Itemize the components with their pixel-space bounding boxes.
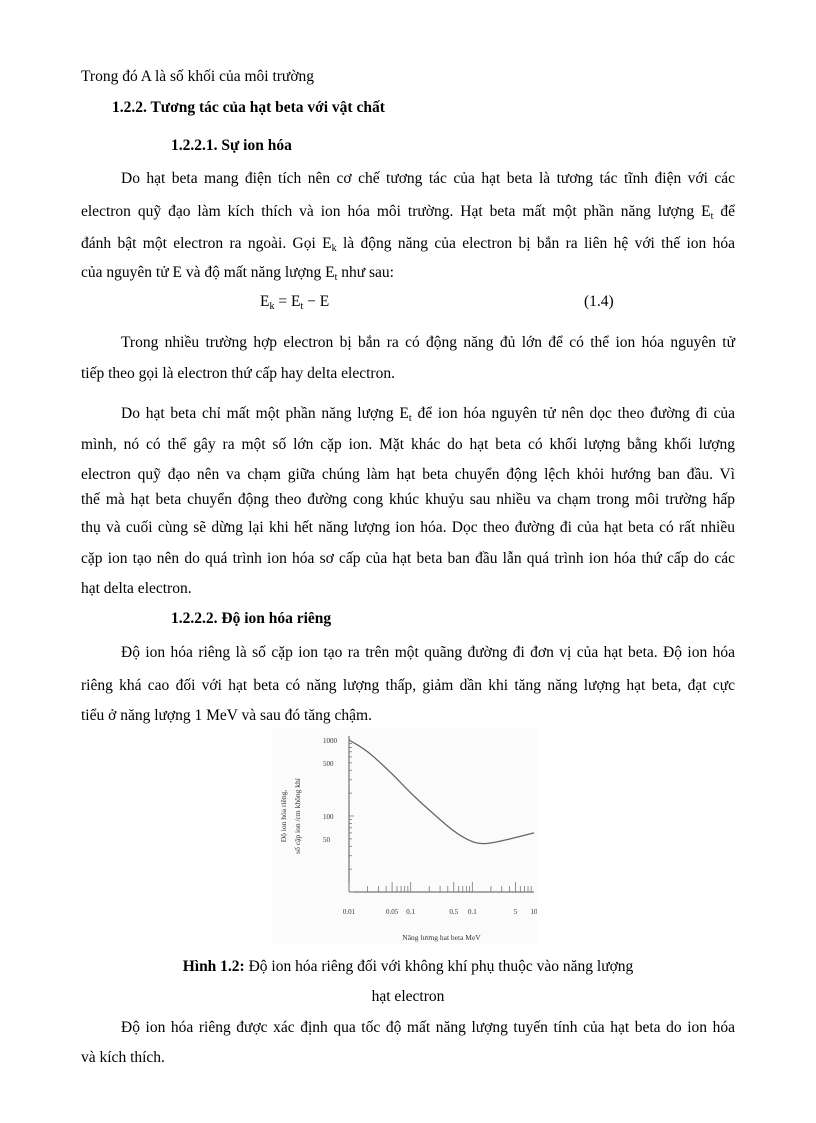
x-axis-label: Năng lương hat beta MeV (402, 933, 481, 942)
equation-number: (1.4) (584, 293, 614, 310)
y-axis-label: số cặp ion /cm không khí (293, 778, 302, 854)
y-tick-label: 100 (323, 813, 334, 821)
paragraph-line: và kích thích. (81, 1049, 165, 1066)
x-tick-label: 0.1 (467, 908, 477, 916)
paragraph-line: thụ và cuối cùng sẽ dừng lại khi hết năng lượng ion hóa. Dọc theo đường đi của hạt beta có rất nhiều (81, 519, 735, 536)
paragraph-line: riêng khá cao đối với hạt beta có năng lượng thấp, giảm dần khi tăng năng lượng hạt beta, đạt cực (81, 677, 735, 694)
x-tick-label: 0.05 (385, 908, 399, 916)
paragraph-line: Độ ion hóa riêng là số cặp ion tạo ra trên một quãng đường đi đơn vị của hạt beta. Độ ion hóa (121, 644, 735, 661)
chart-background (272, 728, 537, 944)
paragraph-line: thế mà hạt beta chuyển động theo đường cong khúc khuỷu sau nhiều va chạm trong môi trường hấp (81, 491, 735, 508)
paragraph-line: tiếp theo gọi là electron thứ cấp hay delta electron. (81, 365, 395, 382)
y-tick-label: 1000 (323, 737, 337, 745)
paragraph-line: electron quỹ đạo làm kích thích và ion hóa môi trường. Hạt beta mất một phần năng lượng $E_t$ để (81, 203, 736, 222)
x-tick-label: 0.01 (342, 908, 356, 916)
ionization-chart (272, 728, 537, 944)
paragraph-line: Độ ion hóa riêng được xác định qua tốc độ mất năng lượng tuyến tính của hạt beta do ion hóa (121, 1019, 735, 1036)
paragraph-line: tiểu ở năng lượng 1 MeV và sau đó tăng chậm. (81, 707, 372, 724)
y-tick-label: 500 (323, 759, 334, 768)
paragraph-line: mình, nó có thể gây ra một số lớn cặp ion. Mặt khác do hạt beta có khối lượng bằng khối lượng (81, 436, 735, 453)
figure-caption-line2: hạt electron (371, 988, 445, 1005)
section-heading-1-2-2-2: 1.2.2.2. Độ ion hóa riêng (171, 610, 332, 627)
paragraph-line: của nguyên tử E và độ mất năng lượng $E_t$ như sau: (81, 264, 394, 283)
x-tick-label: 0.1 (406, 908, 416, 916)
equation-1-4: $E_k = E_t - E$ (260, 293, 330, 312)
figure-caption: Hình 1.2: Độ ion hóa riêng đối với không khí phụ thuộc vào năng lượng (182, 958, 634, 975)
figure-label: Hình 1.2: (182, 958, 245, 975)
x-tick-label: 10 (530, 908, 537, 916)
x-tick-label: 5 (513, 908, 518, 916)
y-axis-label: Độ ion hóa riêng, (279, 789, 288, 843)
paragraph-line: Trong nhiều trường hợp electron bị bắn ra có động năng đủ lớn để có thể ion hóa nguyên tử (121, 334, 735, 351)
intro-line: Trong đó A là số khối của môi trường (81, 68, 315, 85)
x-tick-label: 0.5 (449, 908, 459, 916)
paragraph-line: cặp ion tạo nên do quá trình ion hóa sơ cấp của hạt beta ban đầu lẫn quá trình ion hóa thứ cấp do các (81, 550, 735, 567)
section-heading-1-2-2-1: 1.2.2.1. Sự ion hóa (171, 137, 292, 154)
paragraph-line: electron quỹ đạo nên va chạm giữa chúng làm hạt beta chuyển động lệch khỏi hướng ban đầu. Vì (81, 466, 735, 483)
paragraph-line: Do hạt beta mang điện tích nên cơ chế tương tác của hạt beta là tương tác tĩnh điện với các (121, 170, 735, 187)
y-tick-label: 50 (323, 835, 330, 844)
paragraph-line: hạt delta electron. (81, 580, 192, 597)
paragraph-line: Do hạt beta chỉ mất một phần năng lượng $E_t$ để ion hóa nguyên tử nên dọc theo đường đi của (121, 405, 735, 424)
section-heading-1-2-2: 1.2.2. Tương tác của hạt beta với vật chất (112, 99, 385, 116)
paragraph-line: đánh bật một electron ra ngoài. Gọi $E_k$ là động năng của electron bị bắn ra liên hệ với thế ion hóa (81, 235, 735, 254)
